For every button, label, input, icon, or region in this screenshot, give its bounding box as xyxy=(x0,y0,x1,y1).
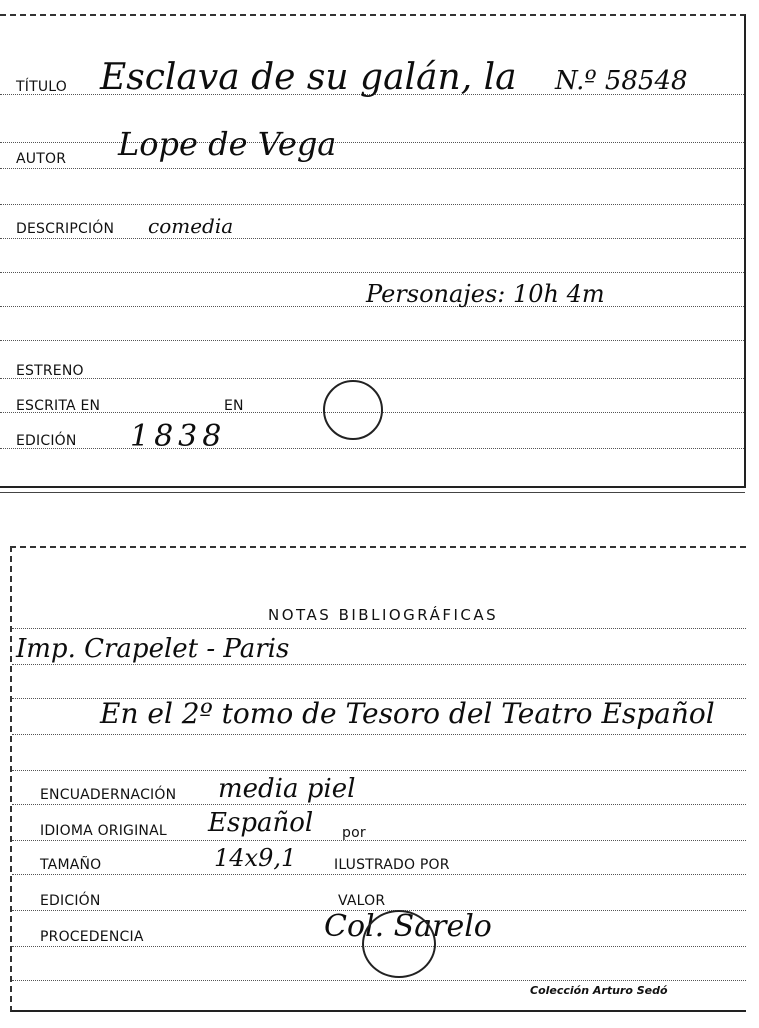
encuadernacion-value: media piel xyxy=(218,774,356,804)
tamano-value: 14x9,1 xyxy=(214,844,297,872)
ruled-line xyxy=(0,378,744,379)
procedencia-label: PROCEDENCIA xyxy=(40,929,144,945)
autor-label: AUTOR xyxy=(16,151,67,167)
personajes-value: Personajes: 10h 4m xyxy=(366,280,605,308)
ruled-line xyxy=(12,804,746,805)
note-imprint: Imp. Crapelet - Paris xyxy=(16,634,290,664)
edicion-label: EDICIÓN xyxy=(40,893,101,909)
ruled-line xyxy=(0,142,744,143)
card-separator xyxy=(0,492,745,493)
ruled-line xyxy=(0,272,744,273)
titulo-value: Esclava de su galán, la xyxy=(100,57,517,98)
titulo-label: TÍTULO xyxy=(16,79,67,95)
tamano-label: TAMAÑO xyxy=(40,857,102,873)
ruled-line xyxy=(0,448,744,449)
ruled-line xyxy=(0,238,744,239)
escrita-en-label: ESCRITA EN xyxy=(16,398,101,414)
catalog-card-back xyxy=(10,546,746,1012)
estreno-label: ESTRENO xyxy=(16,363,84,379)
descripcion-value: comedia xyxy=(148,214,234,238)
procedencia-value: Col. Sarelo xyxy=(324,909,492,944)
autor-value: Lope de Vega xyxy=(118,125,337,163)
notas-heading: NOTAS BIBLIOGRÁFICAS xyxy=(268,606,499,624)
ruled-line xyxy=(12,664,746,665)
ruled-line xyxy=(12,840,746,841)
edicion-value: 1838 xyxy=(130,419,227,454)
idioma-value: Español xyxy=(208,808,314,838)
idioma-label: IDIOMA ORIGINAL xyxy=(40,823,167,839)
ruled-line xyxy=(12,770,746,771)
note-edition-source: En el 2º tomo de Tesoro del Teatro Español xyxy=(100,697,715,730)
por-label: por xyxy=(342,825,366,841)
descripcion-label: DESCRIPCIÓN xyxy=(16,221,115,237)
library-stamp xyxy=(323,380,383,440)
library-stamp xyxy=(362,910,436,978)
ruled-line xyxy=(0,168,744,169)
ilustrado-label: ILUSTRADO POR xyxy=(334,857,450,873)
encuadernacion-label: ENCUADERNACIÓN xyxy=(40,787,177,803)
en-label: EN xyxy=(224,398,244,414)
ruled-line xyxy=(12,980,746,981)
ruled-line xyxy=(12,734,746,735)
collection-footer: Colección Arturo Sedó xyxy=(530,984,668,997)
catalog-card-front xyxy=(0,14,746,488)
ruled-line xyxy=(0,204,744,205)
ruled-line xyxy=(12,628,746,629)
ruled-line xyxy=(0,340,744,341)
ruled-line xyxy=(12,874,746,875)
valor-label: VALOR xyxy=(338,893,386,909)
registration-number: N.º 58548 xyxy=(555,66,688,96)
edicion-label: EDICIÓN xyxy=(16,433,77,449)
